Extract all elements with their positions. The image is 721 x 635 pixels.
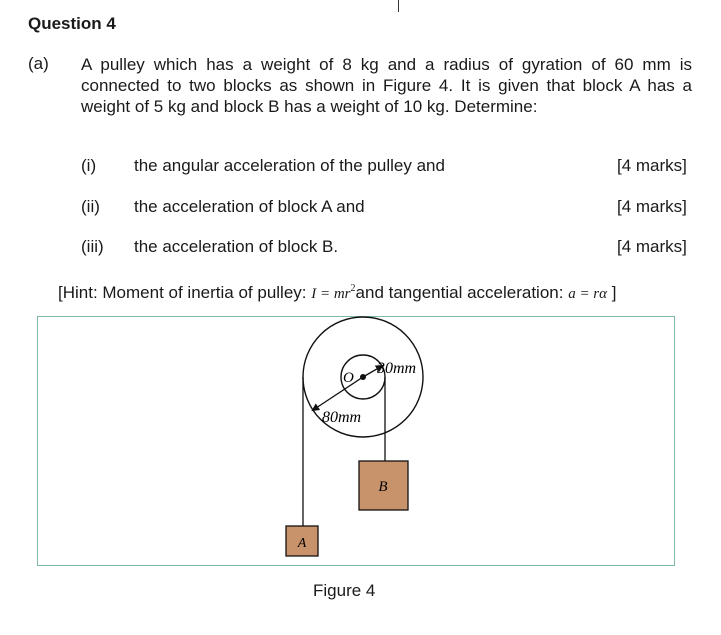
hint-line bbox=[58, 283, 616, 303]
inertia-formula: I = mr bbox=[311, 286, 351, 302]
subpart-number-i: (i) bbox=[81, 156, 97, 175]
block-b-label: B bbox=[378, 479, 388, 495]
inertia-exponent: 2 bbox=[350, 283, 356, 294]
subpart-text-i: the angular acceleration of the pulley and bbox=[134, 156, 445, 175]
subpart-number-iii: (iii) bbox=[81, 237, 104, 256]
block-a-label: A bbox=[297, 536, 307, 551]
figure-caption: Figure 4 bbox=[313, 581, 376, 600]
subpart-marks-ii: [4 marks] bbox=[617, 197, 687, 216]
question-text: A pulley which has a weight of 8 kg and a radius of gyration of 60 mm is connected to two blocks as shown in Figure 4. It is given that block A has a weight of 5 kg and block B has a weight of 10 kg. Determine: bbox=[81, 55, 692, 116]
inner-radius-label: 30mm bbox=[377, 360, 417, 377]
hint-middle: and tangential acceleration: bbox=[355, 283, 569, 302]
top-margin-tick bbox=[398, 0, 399, 12]
center-label: O bbox=[343, 370, 354, 386]
pulley-diagram bbox=[37, 316, 675, 566]
question-title: Question 4 bbox=[28, 14, 116, 33]
tangential-formula: a = rα bbox=[568, 286, 608, 302]
subpart-number-ii: (ii) bbox=[81, 197, 100, 216]
subpart-marks-i: [4 marks] bbox=[617, 156, 687, 175]
outer-radius-arrow bbox=[313, 377, 363, 410]
outer-radius-label: 80mm bbox=[322, 409, 362, 426]
part-label: (a) bbox=[28, 54, 49, 73]
subpart-text-iii: the acceleration of block B. bbox=[134, 237, 339, 256]
hint-suffix: ] bbox=[607, 283, 617, 302]
subpart-text-ii: the acceleration of block A and bbox=[134, 197, 365, 216]
hint-prefix: [Hint: Moment of inertia of pulley: bbox=[58, 283, 312, 302]
subpart-marks-iii: [4 marks] bbox=[617, 237, 687, 256]
